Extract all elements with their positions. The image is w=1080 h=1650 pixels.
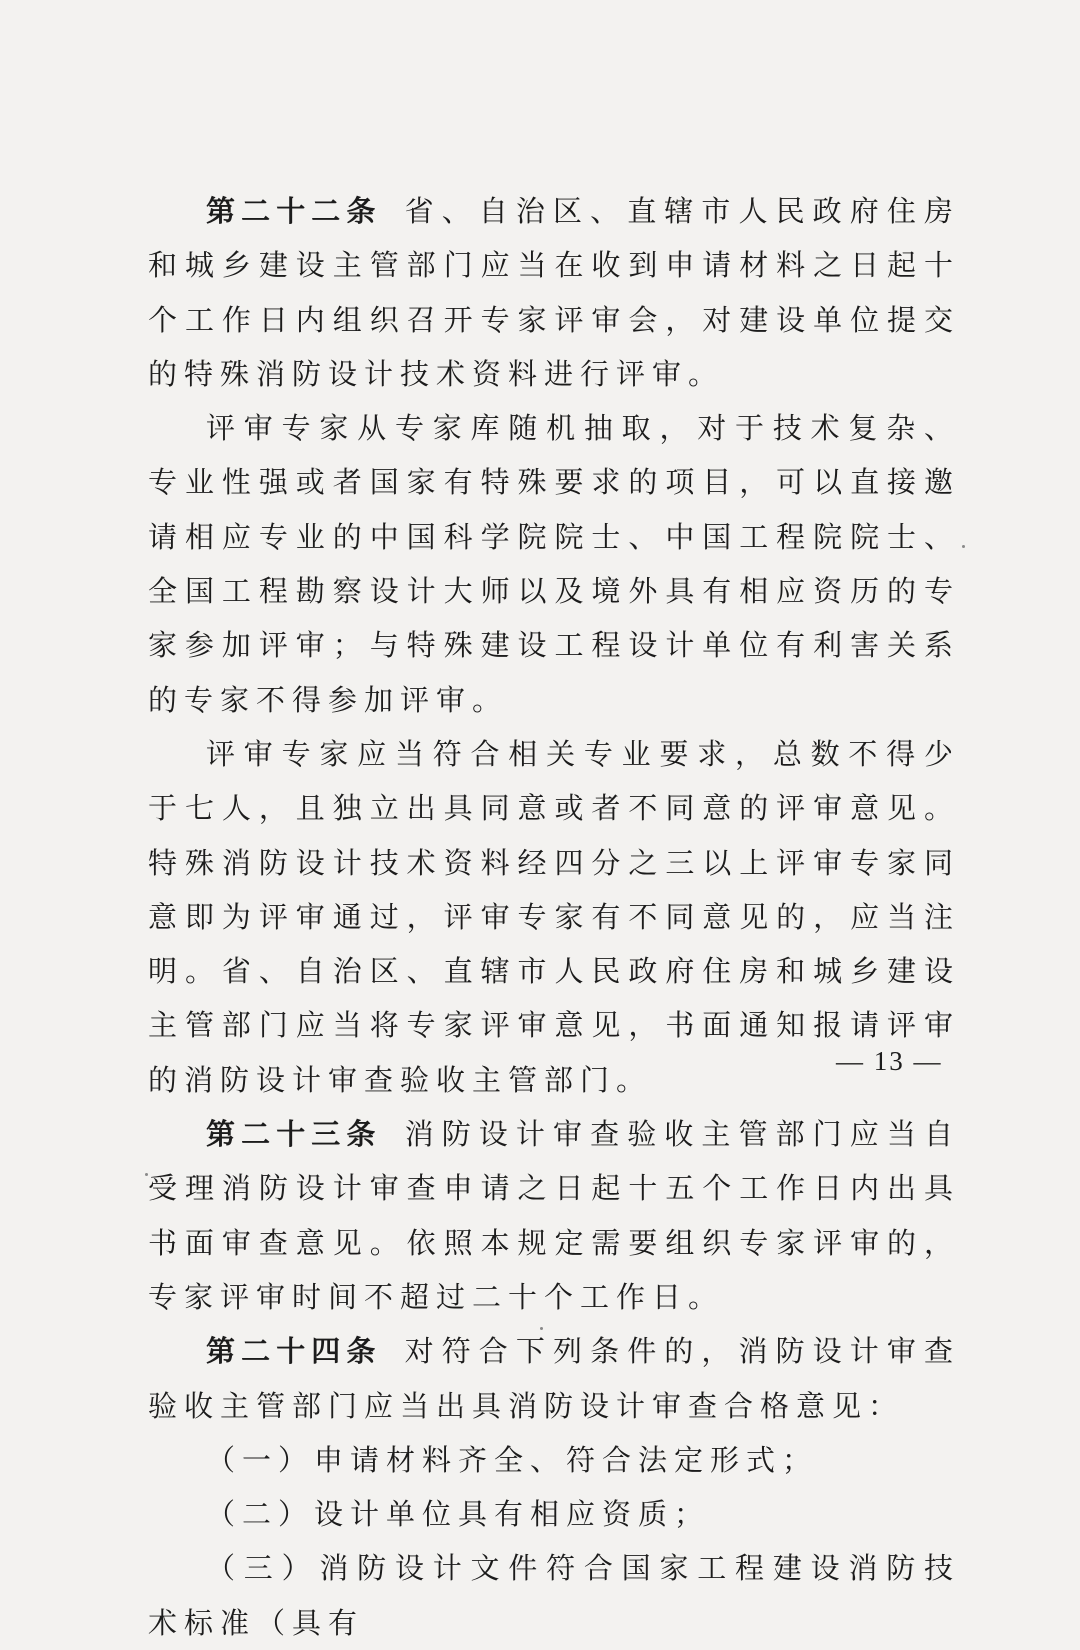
page-number: — 13 — <box>836 1046 943 1076</box>
scan-speck <box>145 1173 148 1176</box>
article-22-paragraph-2: 评审专家从专家库随机抽取，对于技术复杂、专业性强或者国家有特殊要求的项目，可以直接邀请相应专业的中国科学院院士、中国工程院院士、全国工程勘察设计大师以及境外具有相应资历的专家参加评审；与特殊建设工程设计单位有利害关系的专家不得参加评审。 <box>148 411 960 717</box>
scan-speck <box>540 1327 543 1330</box>
scan-speck <box>962 545 965 548</box>
article-24-paragraph-1 <box>148 1324 960 1433</box>
article-24-text: 对符合下列条件的，消防设计审查验收主管部门应当出具消防设计审查合格意见： <box>148 1334 960 1423</box>
article-24-item-1: （一）申请材料齐全、符合法定形式； <box>206 1442 819 1477</box>
article-24-item-2: （二）设计单位具有相应资质； <box>206 1497 711 1532</box>
article-22-heading: 第二十二条 <box>206 194 382 228</box>
article-22-paragraph-3: 评审专家应当符合相关专业要求，总数不得少于七人，且独立出具同意或者不同意的评审意见。特殊消防设计技术资料经四分之三以上评审专家同意即为评审通过，评审专家有不同意见的，应当注明。省、自治区、直辖市人民政府住房和城乡建设主管部门应当将专家评审意见，书面通知报请评审的消防设计审查验收主管部门。 <box>148 736 960 1097</box>
article-23-paragraph-1 <box>148 1107 960 1324</box>
article-24-item-3: （三）消防设计文件符合国家工程建设消防技术标准（具有 <box>148 1551 960 1640</box>
article-23-heading: 第二十三条 <box>206 1117 382 1152</box>
article-22-paragraph-1 <box>148 184 960 401</box>
article-23-text: 消防设计审查验收主管部门应当自受理消防设计审查申请之日起十五个工作日内出具书面审查意见。依照本规定需要组织专家评审的，专家评审时间不超过二十个工作日。 <box>148 1117 960 1314</box>
regulation-body <box>148 184 960 1650</box>
article-22-text: 省、自治区、直辖市人民政府住房和城乡建设主管部门应当在收到申请材料之日起十个工作日内组织召开专家评审会，对建设单位提交的特殊消防设计技术资料进行评审。 <box>148 194 960 391</box>
article-24-heading: 第二十四条 <box>206 1334 382 1369</box>
